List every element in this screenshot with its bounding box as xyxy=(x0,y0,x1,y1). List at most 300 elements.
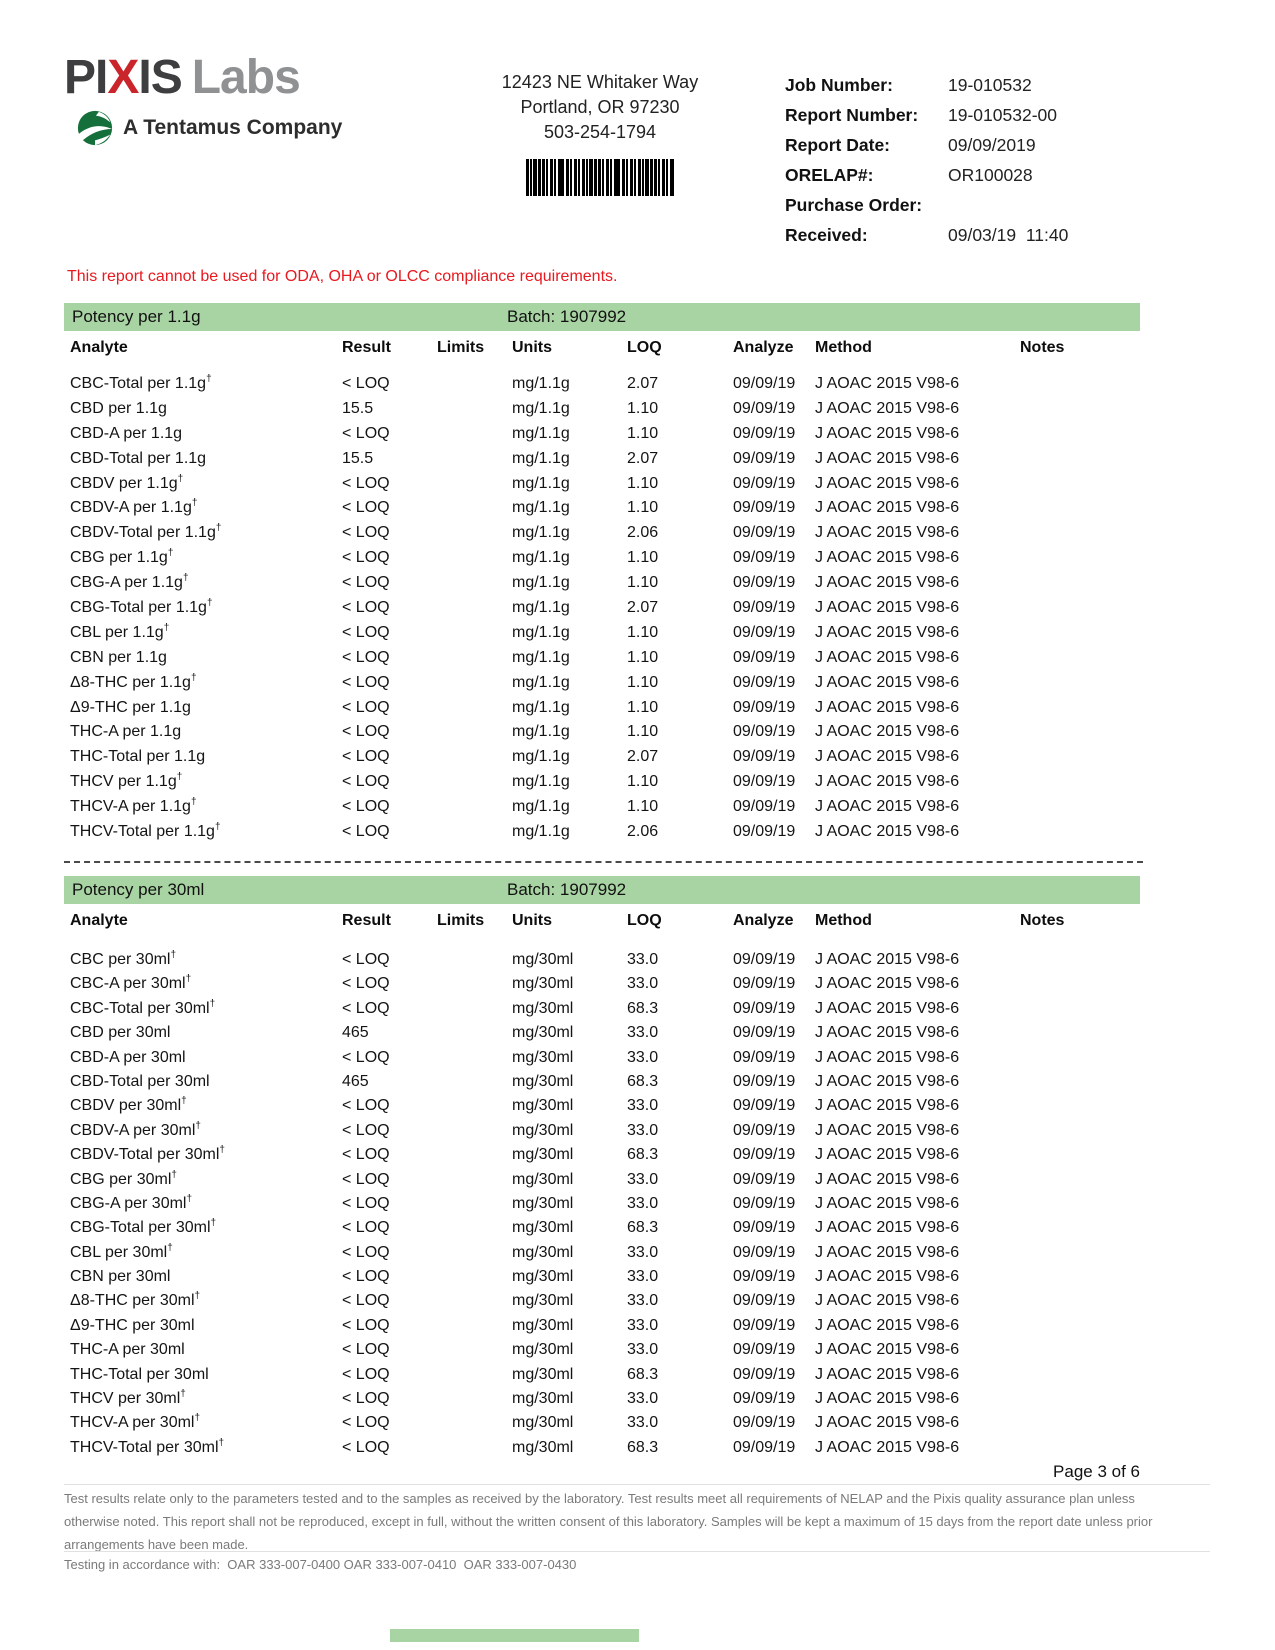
cell xyxy=(437,1241,512,1265)
cell: 2.06 xyxy=(627,823,659,841)
cell xyxy=(437,770,512,795)
potency-table xyxy=(64,303,1140,845)
dagger-icon: † xyxy=(218,1437,225,1449)
cell: J AOAC 2015 V98-6 xyxy=(815,599,960,617)
cell: 09/09/19 xyxy=(733,499,796,517)
cell: < LOQ xyxy=(342,1316,390,1334)
cell: 68.3 xyxy=(627,1219,659,1237)
cell: J AOAC 2015 V98-6 xyxy=(815,999,960,1017)
cell: 09/09/19 xyxy=(733,375,796,392)
cell xyxy=(437,671,512,696)
cell: J AOAC 2015 V98-6 xyxy=(815,499,960,517)
dagger-icon: † xyxy=(191,498,198,510)
cell xyxy=(1020,1411,1140,1435)
cell xyxy=(1020,496,1140,521)
cell: mg/30ml xyxy=(512,951,574,968)
cell: 15.5 xyxy=(342,399,374,417)
table-row xyxy=(64,1436,1140,1460)
cell: J AOAC 2015 V98-6 xyxy=(815,1268,960,1286)
cell xyxy=(437,1436,512,1460)
cell xyxy=(1020,1143,1140,1167)
cell: 33.0 xyxy=(627,1268,659,1286)
cell: 33.0 xyxy=(627,975,659,993)
info-label: Report Number: xyxy=(785,104,919,125)
cell: < LOQ xyxy=(342,524,390,542)
cell: mg/1.1g xyxy=(512,524,570,542)
dagger-icon: † xyxy=(170,949,177,961)
cell: mg/30ml xyxy=(512,1316,574,1334)
info-value: 19-010532-00 xyxy=(948,104,1057,125)
cell: mg/1.1g xyxy=(512,648,570,666)
cell: 09/09/19 xyxy=(733,1292,796,1310)
cell: < LOQ xyxy=(342,798,390,816)
cell xyxy=(437,1363,512,1387)
dagger-icon: † xyxy=(181,1096,187,1108)
cell: 1.10 xyxy=(627,549,659,567)
pixis-labs-logo xyxy=(64,51,342,104)
dagger-icon: † xyxy=(209,998,216,1010)
cell: J AOAC 2015 V98-6 xyxy=(815,748,960,766)
cell: < LOQ xyxy=(342,574,390,592)
logo-part: IS xyxy=(138,51,182,104)
dagger-icon: † xyxy=(194,1413,201,1425)
cell xyxy=(1020,1265,1140,1289)
table-row xyxy=(64,1119,1140,1143)
cell xyxy=(437,521,512,546)
column-header-result: Result xyxy=(342,912,391,929)
column-header-loq: LOQ xyxy=(627,339,662,356)
cell: CBD-A per 1.1g xyxy=(70,424,183,442)
cell: 1.10 xyxy=(627,723,659,741)
cell: THCV per 30ml† xyxy=(70,1388,186,1408)
cell: 09/09/19 xyxy=(733,399,796,417)
cell xyxy=(437,1021,512,1045)
cell xyxy=(1020,1094,1140,1118)
cell: < LOQ xyxy=(342,499,390,517)
cell xyxy=(437,1070,512,1094)
cell: CBDV per 30ml† xyxy=(70,1096,187,1115)
cell: mg/1.1g xyxy=(512,599,570,617)
cell xyxy=(1020,397,1140,422)
cell: 09/09/19 xyxy=(733,723,796,741)
cell: mg/1.1g xyxy=(512,823,570,841)
column-header-limits: Limits xyxy=(437,339,485,356)
cell: 1.10 xyxy=(627,424,659,442)
cell xyxy=(437,820,512,845)
logo-block xyxy=(64,51,343,147)
cell: 09/09/19 xyxy=(733,549,796,567)
cell xyxy=(1020,820,1140,845)
footer-divider xyxy=(64,1484,1210,1485)
dagger-icon: † xyxy=(214,821,221,833)
table-body xyxy=(64,948,1140,1460)
cell: < LOQ xyxy=(342,951,390,968)
dagger-icon: † xyxy=(210,1217,217,1229)
cell xyxy=(1020,571,1140,596)
cell: J AOAC 2015 V98-6 xyxy=(815,1219,960,1237)
cell: mg/30ml xyxy=(512,1048,574,1066)
cell: J AOAC 2015 V98-6 xyxy=(815,574,960,592)
cell: mg/1.1g xyxy=(512,375,570,392)
cell: mg/1.1g xyxy=(512,773,570,791)
table-row xyxy=(64,997,1140,1021)
cell xyxy=(1020,1046,1140,1070)
disclaimer-line: otherwise noted. This report shall not be reproduced, except in full, without the written consent of this laboratory. Samples will be kept a maximum of 15 days from the report date unless prior xyxy=(64,1514,1153,1529)
tentamus-leaf-icon xyxy=(76,109,114,147)
cell: mg/30ml xyxy=(512,1219,574,1237)
cell xyxy=(437,646,512,671)
cell: CBG per 30ml† xyxy=(70,1169,177,1188)
column-header-loq: LOQ xyxy=(627,912,662,929)
cell: mg/30ml xyxy=(512,1365,574,1383)
cell: J AOAC 2015 V98-6 xyxy=(815,375,960,392)
dagger-icon: † xyxy=(206,373,212,385)
cell: J AOAC 2015 V98-6 xyxy=(815,474,960,492)
cell: mg/1.1g xyxy=(512,798,570,816)
cell: < LOQ xyxy=(342,1219,390,1237)
table-row xyxy=(64,447,1140,472)
table-row xyxy=(64,1314,1140,1338)
cell: 1.10 xyxy=(627,673,659,691)
cell: mg/30ml xyxy=(512,1341,574,1359)
table-row xyxy=(64,571,1140,596)
cell: 09/09/19 xyxy=(733,823,796,841)
table-row xyxy=(64,770,1140,795)
cell xyxy=(437,1289,512,1313)
cell: < LOQ xyxy=(342,424,390,442)
cell: 2.07 xyxy=(627,449,659,467)
cell xyxy=(1020,997,1140,1021)
cell: J AOAC 2015 V98-6 xyxy=(815,698,960,716)
cell: mg/30ml xyxy=(512,1024,574,1042)
table-row xyxy=(64,521,1140,546)
cell: CBD-Total per 1.1g xyxy=(70,449,207,467)
table-row xyxy=(64,1046,1140,1070)
info-value: 09/09/2019 xyxy=(948,134,1036,155)
cell: < LOQ xyxy=(342,723,390,741)
cell: < LOQ xyxy=(342,673,390,691)
cell: < LOQ xyxy=(342,999,390,1017)
column-header-analyze: Analyze xyxy=(733,912,794,929)
cell: 09/09/19 xyxy=(733,975,796,993)
cell: CBL per 30ml† xyxy=(70,1242,173,1261)
info-row xyxy=(785,190,1068,220)
cell: mg/1.1g xyxy=(512,748,570,766)
cell: 33.0 xyxy=(627,1121,659,1139)
info-label: Job Number: xyxy=(785,74,893,95)
cell: < LOQ xyxy=(342,1341,390,1359)
table-row xyxy=(64,472,1140,497)
cell: mg/1.1g xyxy=(512,449,570,467)
table-row xyxy=(64,1094,1140,1118)
cell xyxy=(437,621,512,646)
cell: Δ9-THC per 30ml xyxy=(70,1316,195,1334)
cell: < LOQ xyxy=(342,1292,390,1310)
column-header-analyte: Analyte xyxy=(70,339,128,356)
cell: < LOQ xyxy=(342,1121,390,1139)
cell xyxy=(1020,720,1140,745)
cell: 09/09/19 xyxy=(733,623,796,641)
footer-disclaimer xyxy=(64,1487,1234,1556)
cell xyxy=(1020,1363,1140,1387)
cell: < LOQ xyxy=(342,975,390,993)
cell: J AOAC 2015 V98-6 xyxy=(815,1170,960,1188)
potency-table xyxy=(64,876,1140,1460)
dagger-icon: † xyxy=(177,473,184,485)
table-row xyxy=(64,1168,1140,1192)
cell: 33.0 xyxy=(627,1097,659,1115)
cell: 2.07 xyxy=(627,748,659,766)
cell xyxy=(437,1387,512,1411)
cell: mg/30ml xyxy=(512,1414,574,1432)
cell: THC-Total per 30ml xyxy=(70,1365,209,1383)
table-row xyxy=(64,596,1140,621)
cell: CBD per 1.1g xyxy=(70,399,167,417)
cell: J AOAC 2015 V98-6 xyxy=(815,1194,960,1212)
cell: < LOQ xyxy=(342,1097,390,1115)
dagger-icon: † xyxy=(182,572,189,584)
cell xyxy=(437,745,512,770)
compliance-notice: This report cannot be used for ODA, OHA or OLCC compliance requirements. xyxy=(67,268,618,285)
cell: J AOAC 2015 V98-6 xyxy=(815,1292,960,1310)
cell: < LOQ xyxy=(342,1243,390,1261)
cell: CBDV-A per 1.1g† xyxy=(70,498,198,517)
cell: J AOAC 2015 V98-6 xyxy=(815,1438,960,1456)
cell: THCV per 1.1g† xyxy=(70,771,183,791)
cell: < LOQ xyxy=(342,599,390,617)
cell xyxy=(437,972,512,996)
cell xyxy=(1020,422,1140,447)
cell xyxy=(1020,447,1140,472)
cell: mg/1.1g xyxy=(512,424,570,442)
cell: 33.0 xyxy=(627,1341,659,1359)
cell: 1.10 xyxy=(627,474,659,492)
address-line: 503-254-1794 xyxy=(543,122,657,142)
cell: 09/09/19 xyxy=(733,599,796,617)
cell: J AOAC 2015 V98-6 xyxy=(815,673,960,691)
cell: 2.06 xyxy=(627,524,659,542)
cell xyxy=(437,571,512,596)
cell: THC-Total per 1.1g xyxy=(70,748,206,766)
column-header-method: Method xyxy=(815,912,872,929)
cell xyxy=(437,1046,512,1070)
cell: THCV-Total per 30ml† xyxy=(70,1437,225,1456)
cell: 09/09/19 xyxy=(733,999,796,1017)
column-header-method: Method xyxy=(815,339,872,356)
cell xyxy=(1020,596,1140,621)
cell: CBD-A per 30ml xyxy=(70,1048,186,1066)
cell: mg/1.1g xyxy=(512,698,570,716)
disclaimer-line: arrangements have been made. xyxy=(64,1537,249,1552)
info-row xyxy=(785,70,1068,100)
cell: 465 xyxy=(342,1072,369,1090)
cell: 33.0 xyxy=(627,951,659,968)
logo-part: PI xyxy=(64,51,108,104)
cell: J AOAC 2015 V98-6 xyxy=(815,1243,960,1261)
table-row xyxy=(64,1192,1140,1216)
cell: 1.10 xyxy=(627,499,659,517)
column-header-notes: Notes xyxy=(1020,339,1065,356)
dagger-icon: † xyxy=(185,974,192,986)
dagger-icon: † xyxy=(190,672,197,684)
table-banner xyxy=(64,303,1140,331)
cell: mg/30ml xyxy=(512,1170,574,1188)
cell: mg/1.1g xyxy=(512,399,570,417)
cell: 09/09/19 xyxy=(733,798,796,816)
cell xyxy=(437,1314,512,1338)
cell xyxy=(1020,1119,1140,1143)
cell: < LOQ xyxy=(342,1048,390,1066)
cell: mg/1.1g xyxy=(512,723,570,741)
cell: J AOAC 2015 V98-6 xyxy=(815,1024,960,1042)
cell: 68.3 xyxy=(627,1072,659,1090)
cell: J AOAC 2015 V98-6 xyxy=(815,1414,960,1432)
cell: 09/09/19 xyxy=(733,1341,796,1359)
page-number: Page 3 of 6 xyxy=(1053,1462,1140,1481)
table-row xyxy=(64,646,1140,671)
cell xyxy=(437,1168,512,1192)
cell: 09/09/19 xyxy=(733,1146,796,1164)
cell: THC-A per 30ml xyxy=(70,1341,185,1359)
cell: CBDV-Total per 1.1g† xyxy=(70,523,222,542)
cell xyxy=(1020,1070,1140,1094)
cell: J AOAC 2015 V98-6 xyxy=(815,1048,960,1066)
dagger-icon: † xyxy=(180,1388,186,1400)
table-row xyxy=(64,397,1140,422)
cell: < LOQ xyxy=(342,698,390,716)
cell xyxy=(1020,521,1140,546)
cell: CBD-Total per 30ml xyxy=(70,1072,210,1090)
cell xyxy=(1020,972,1140,996)
cell: 09/09/19 xyxy=(733,1438,796,1456)
dagger-icon: † xyxy=(163,622,170,634)
cell xyxy=(1020,1289,1140,1313)
dagger-icon: † xyxy=(176,771,183,783)
cell: CBN per 1.1g xyxy=(70,648,167,666)
cell: CBG-A per 30ml† xyxy=(70,1193,193,1212)
table-row xyxy=(64,720,1140,745)
logo-part-accent: X xyxy=(107,51,139,104)
cell: < LOQ xyxy=(342,1170,390,1188)
cell xyxy=(437,1119,512,1143)
cell xyxy=(437,997,512,1021)
table-row xyxy=(64,422,1140,447)
info-label: ORELAP#: xyxy=(785,164,874,185)
cell: 33.0 xyxy=(627,1390,659,1408)
cell xyxy=(1020,1216,1140,1240)
cell: < LOQ xyxy=(342,748,390,766)
dagger-icon: † xyxy=(167,1242,173,1254)
cell xyxy=(1020,1436,1140,1460)
cell: J AOAC 2015 V98-6 xyxy=(815,424,960,442)
cell: < LOQ xyxy=(342,375,390,392)
cell: mg/1.1g xyxy=(512,673,570,691)
cell xyxy=(437,397,512,422)
cell xyxy=(437,447,512,472)
cell: 09/09/19 xyxy=(733,1243,796,1261)
column-header-notes: Notes xyxy=(1020,912,1065,929)
table-row xyxy=(64,745,1140,770)
cell xyxy=(437,546,512,571)
cell: 33.0 xyxy=(627,1024,659,1042)
cell: CBG-A per 1.1g† xyxy=(70,572,189,592)
table-header-row xyxy=(64,912,1140,932)
cell: mg/30ml xyxy=(512,1438,574,1456)
info-row xyxy=(785,160,1068,190)
cell: 09/09/19 xyxy=(733,424,796,442)
cell: mg/30ml xyxy=(512,1097,574,1115)
cell: 33.0 xyxy=(627,1316,659,1334)
cell: mg/30ml xyxy=(512,1072,574,1090)
cell: J AOAC 2015 V98-6 xyxy=(815,399,960,417)
cell: J AOAC 2015 V98-6 xyxy=(815,798,960,816)
cell: 09/09/19 xyxy=(733,1316,796,1334)
cell xyxy=(1020,372,1140,397)
cell: CBL per 1.1g† xyxy=(70,622,170,641)
cell: mg/30ml xyxy=(512,1194,574,1212)
cell: 09/09/19 xyxy=(733,524,796,542)
disclaimer-line: Test results relate only to the parameters tested and to the samples as received by the laboratory. Test results meet all requirements of NELAP and the Pixis quality assurance plan unless xyxy=(64,1491,1135,1506)
table-row xyxy=(64,1289,1140,1313)
cell: mg/1.1g xyxy=(512,574,570,592)
cell: 33.0 xyxy=(627,1243,659,1261)
cell: 1.10 xyxy=(627,773,659,791)
cell: 1.10 xyxy=(627,574,659,592)
cell xyxy=(1020,646,1140,671)
cell xyxy=(437,496,512,521)
table-row xyxy=(64,1070,1140,1094)
cell: 09/09/19 xyxy=(733,1170,796,1188)
table-row xyxy=(64,1387,1140,1411)
cell: CBG per 1.1g† xyxy=(70,547,174,567)
tagline-text: A Tentamus Company xyxy=(123,116,343,139)
dagger-icon: † xyxy=(186,1193,193,1205)
cell: 09/09/19 xyxy=(733,1048,796,1066)
cell xyxy=(1020,1021,1140,1045)
cell: CBC-Total per 1.1g† xyxy=(70,373,212,392)
cell: mg/30ml xyxy=(512,999,574,1017)
cell: J AOAC 2015 V98-6 xyxy=(815,1097,960,1115)
cell xyxy=(1020,1387,1140,1411)
cell xyxy=(1020,1241,1140,1265)
cell: mg/30ml xyxy=(512,1390,574,1408)
dagger-icon: † xyxy=(195,1120,201,1132)
table-row xyxy=(64,1363,1140,1387)
cell: 09/09/19 xyxy=(733,773,796,791)
cell: 09/09/19 xyxy=(733,1219,796,1237)
cell: mg/1.1g xyxy=(512,474,570,492)
dashed-separator xyxy=(64,861,1143,863)
cell: mg/30ml xyxy=(512,1292,574,1310)
cell: 33.0 xyxy=(627,1194,659,1212)
cell xyxy=(437,795,512,820)
cell: < LOQ xyxy=(342,773,390,791)
cell: 09/09/19 xyxy=(733,648,796,666)
cell: mg/30ml xyxy=(512,1121,574,1139)
cell xyxy=(1020,546,1140,571)
footer-divider xyxy=(64,1551,1210,1552)
column-header-analyte: Analyte xyxy=(70,912,128,929)
cell: 33.0 xyxy=(627,1170,659,1188)
cell: THCV-Total per 1.1g† xyxy=(70,821,221,841)
column-header-units: Units xyxy=(512,339,552,356)
cell: 09/09/19 xyxy=(733,951,796,968)
cell xyxy=(1020,948,1140,972)
cell: J AOAC 2015 V98-6 xyxy=(815,623,960,641)
cell: 09/09/19 xyxy=(733,1194,796,1212)
bottom-accent-bar xyxy=(390,1629,639,1642)
cell xyxy=(437,1265,512,1289)
